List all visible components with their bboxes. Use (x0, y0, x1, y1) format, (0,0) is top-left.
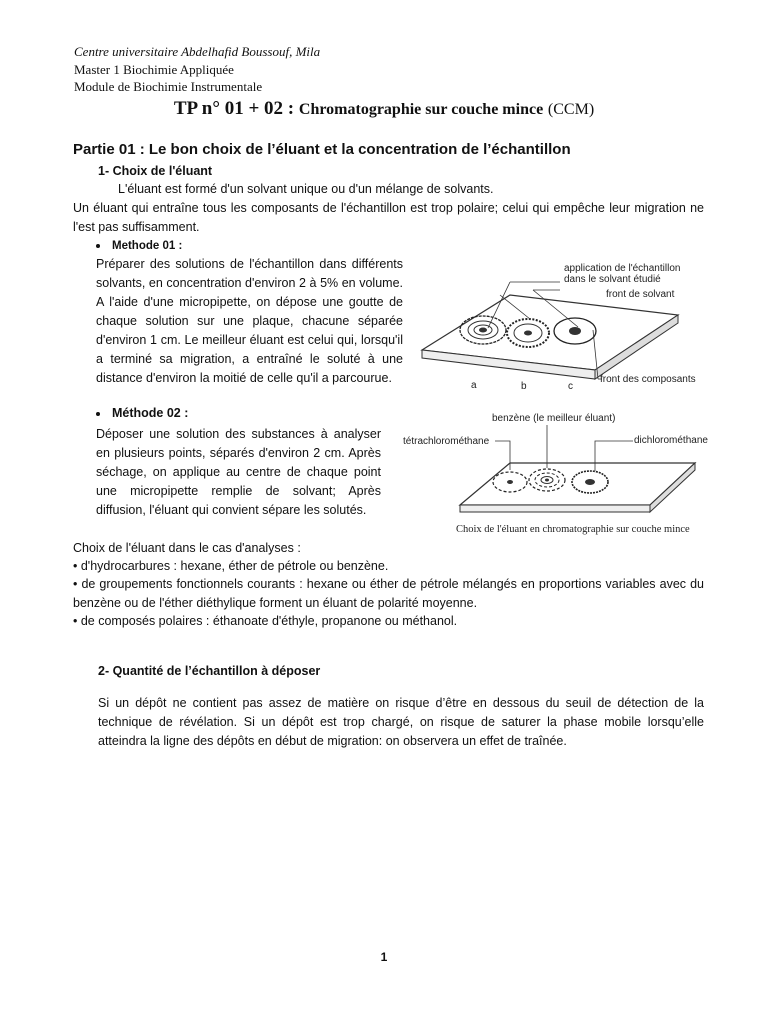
fig1-label-c: c (568, 381, 573, 392)
fig2-label-dichloromethane: dichlorométhane (634, 435, 708, 446)
fig2-label-tetrachloromethane: tétrachlorométhane (403, 436, 490, 447)
title-prefix: TP n° 01 + 02 : (173, 98, 295, 119)
fig2-label-benzene: benzène (le meilleur éluant) (492, 413, 616, 424)
page-number: 1 (380, 950, 388, 964)
module-label: Module de Biochimie Instrumentale (74, 79, 263, 94)
choix-item: • de groupements fonctionnels courants : hexane ou éther de pétrole mélangés en proportions variables avec du benzène ou de l'éther diéthylique forment un éluant de polarité moyenne. (73, 577, 704, 610)
methode2-text: Déposer une solution des substances à analyser en plusieurs points, séparés d'environ 2 cm. Après séchage, on applique au centre de chaque point une micropipette remplie de solvant; Après diffusion, l'éluant qui convient sépare les solutés. (96, 427, 381, 517)
methode1-text: Préparer des solutions de l'échantillon dans différents solvants, en concentration d'environ 2 à 5% en volume. A l'aide d'une micropipette, on dépose une goutte de chaque solution sur une plaque, chacune séparée d'environ 1 cm. Le meilleur éluant est celui qui, lorsqu'il a terminé sa migration, a entraîné le soluté à une distance d'environ la moitié de celle qu'il a parcourue. (96, 257, 403, 385)
section1-title: 1- Choix de l'éluant (98, 164, 213, 178)
fig1-label-solvant-etudie: dans le solvant étudié (564, 274, 661, 285)
section2-text: Si un dépôt ne contient pas assez de matière on risque d’être en dessous du seuil de détection de la technique de révélation. Si un dépôt est trop chargé, on risque de saturer la phase mobile lorsqu’elle atteindra la ligne des dépôts en début de migration: on observera un effet de traînée. (98, 696, 704, 748)
section2-title: 2- Quantité de l’échantillon à déposer (98, 664, 321, 678)
title-main: Chromatographie sur couche mince (298, 101, 544, 118)
fig1-label-front-composants: front des composants (600, 374, 696, 385)
methode1-title (96, 240, 182, 252)
choix-item: • d'hydrocarbures : hexane, éther de pétrole ou benzène. (73, 559, 389, 573)
methode2-label: Méthode 02 : (112, 406, 189, 420)
fig2-caption: Choix de l'éluant en chromatographie sur couche mince (456, 524, 690, 535)
partie-heading: Partie 01 : Le bon choix de l’éluant et la concentration de l’échantillon (73, 141, 571, 158)
title-abbr: (CCM) (547, 101, 595, 118)
bullet (96, 244, 100, 248)
intro-line: L'éluant est formé d'un solvant unique ou d'un mélange de solvants. (118, 182, 494, 196)
fig1-label-a: a (471, 380, 477, 391)
fig1-label-application: application de l'échantillon (564, 263, 681, 274)
fig1-label-front-solvant: front de solvant (606, 289, 675, 300)
choix-item: • de composés polaires : éthanoate d'éthyle, propanone ou méthanol. (73, 614, 458, 628)
methode1-label: Methode 01 : (112, 240, 183, 252)
choix-title: Choix de l'éluant dans le cas d'analyses : (73, 541, 301, 555)
bullet (96, 412, 100, 416)
master-label: Master 1 Biochimie Appliquée (74, 62, 234, 77)
intro-paragraph: Un éluant qui entraîne tous les composants de l'échantillon est trop polaire; celui qui empêche leur migration ne l'est pas suffisamment. (73, 201, 704, 234)
institution-name: Centre universitaire Abdelhafid Boussouf, Mila (74, 44, 321, 59)
page-title (0, 98, 768, 120)
fig1-label-b: b (521, 381, 527, 392)
methode2-title (96, 406, 188, 420)
